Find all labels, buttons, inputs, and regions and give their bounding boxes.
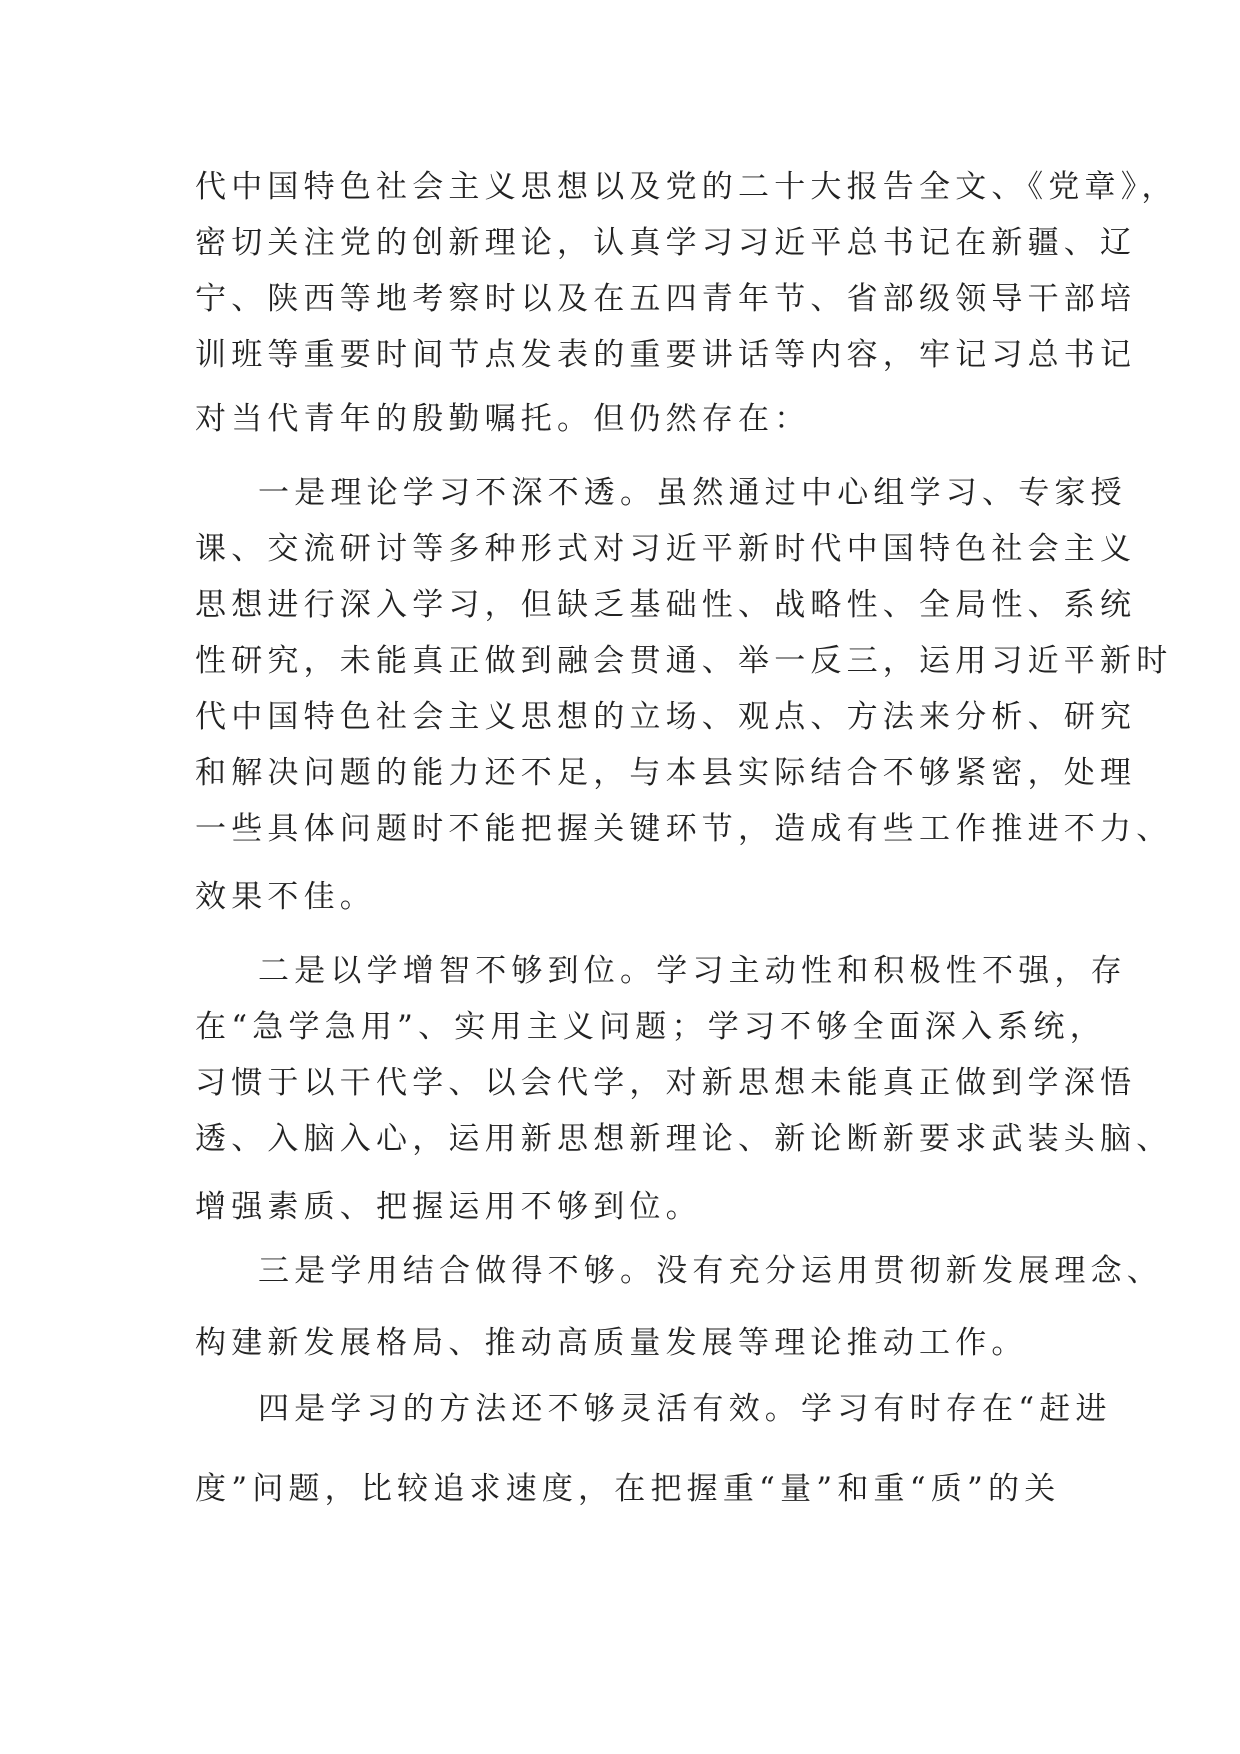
text-line: 在“急学急用”、实用主义问题；学习不够全面深入系统，: [195, 1009, 1106, 1045]
text-line: 思想进行深入学习，但缺乏基础性、战略性、全局性、系统: [195, 587, 1137, 623]
paragraph-first-line: 二是以学增智不够到位。学习主动性和积极性不强，存: [258, 953, 1127, 989]
text-line: 密切关注党的创新理论，认真学习习近平总书记在新疆、辽: [195, 225, 1137, 261]
text-line: 和解决问题的能力还不足，与本县实际结合不够紧密，处理: [195, 755, 1137, 791]
text-line: 训班等重要时间节点发表的重要讲话等内容，牢记习总书记: [195, 337, 1137, 373]
text-line: 增强素质、把握运用不够到位。: [195, 1189, 702, 1225]
text-line: 代中国特色社会主义思想以及党的二十大报告全文、《党章》，: [195, 169, 1178, 205]
text-line: 习惯于以干代学、以会代学，对新思想未能真正做到学深悟: [195, 1065, 1137, 1101]
text-line: 一些具体问题时不能把握关键环节，造成有些工作推进不力、: [195, 811, 1173, 847]
paragraph-first-line: 三是学用结合做得不够。没有充分运用贯彻新发展理念、: [258, 1253, 1163, 1289]
text-line: 课、交流研讨等多种形式对习近平新时代中国特色社会主义: [195, 531, 1137, 567]
text-line: 性研究，未能真正做到融会贯通、举一反三，运用习近平新时: [195, 643, 1173, 679]
text-line: 效果不佳。: [195, 879, 376, 915]
text-line: 度”问题，比较追求速度，在把握重“量”和重“质”的关: [195, 1471, 1061, 1507]
text-line: 代中国特色社会主义思想的立场、观点、方法来分析、研究: [195, 699, 1137, 735]
paragraph-first-line: 四是学习的方法还不够灵活有效。学习有时存在“赶进: [258, 1391, 1112, 1427]
paragraph-first-line: 一是理论学习不深不透。虽然通过中心组学习、专家授: [258, 475, 1127, 511]
text-line: 宁、陕西等地考察时以及在五四青年节、省部级领导干部培: [195, 281, 1137, 317]
text-line: 透、入脑入心，运用新思想新理论、新论断新要求武装头脑、: [195, 1121, 1173, 1157]
text-line: 对当代青年的殷勤嘱托。但仍然存在：: [195, 401, 811, 437]
text-line: 构建新发展格局、推动高质量发展等理论推动工作。: [195, 1325, 1028, 1361]
